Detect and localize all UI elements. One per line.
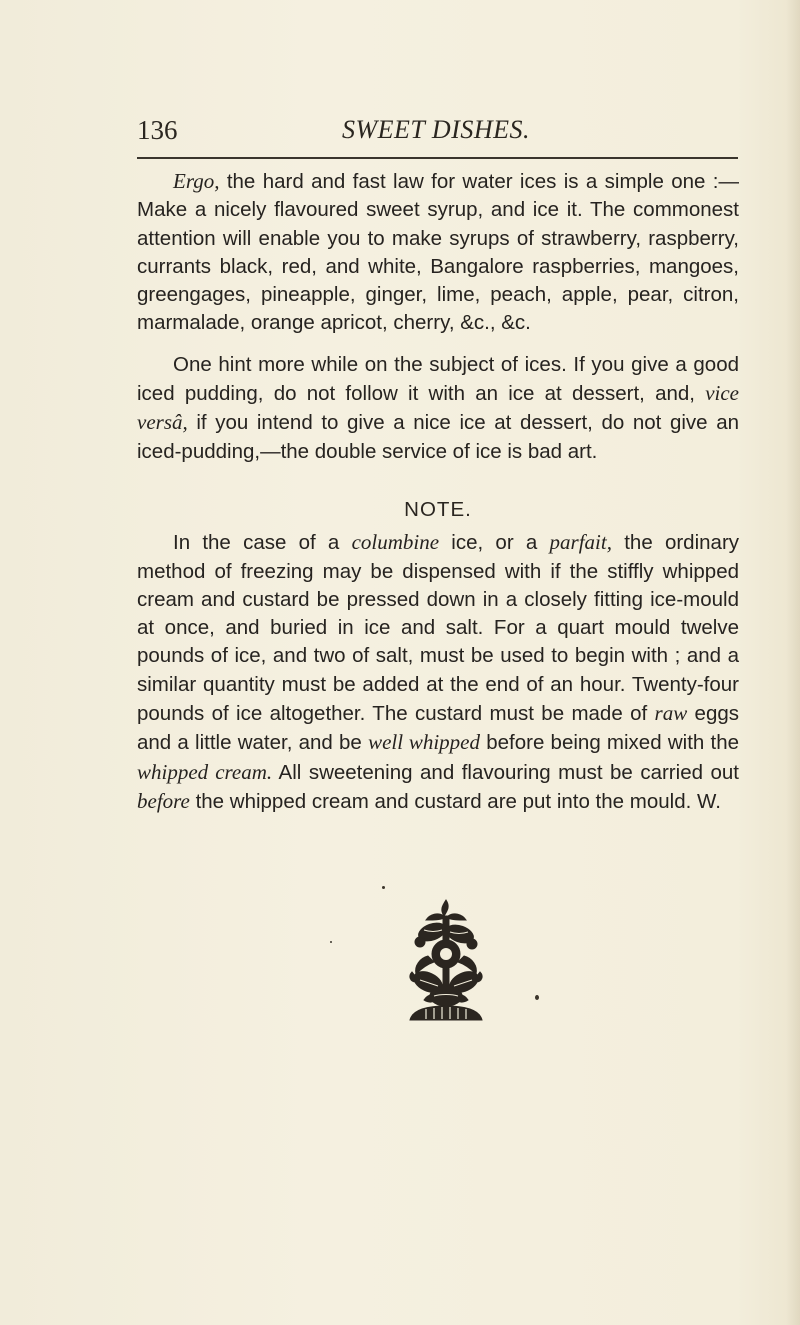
running-head <box>137 115 737 155</box>
paragraph-hint <box>137 351 739 466</box>
note-text: before being mixed with the <box>480 731 739 755</box>
italic-parfait: parfait, <box>549 530 612 555</box>
italic-raw: raw <box>654 701 688 726</box>
note-text: ice, or a <box>439 531 550 555</box>
italic-well-whipped: well whipped <box>368 730 480 755</box>
running-title: SWEET DISHES. <box>342 115 531 144</box>
note-text: the ordinary method of freezing may be dispensed with if the stiffly whipped cream and custard be pressed down in a closely fitting ice-mould at once, and buried in ice and salt. For a quart mould twelve pounds of ice, and two of salt, must be used to begin with ; and a similar quantity must be added at the end of an hour. Twenty-four pounds of ice altogether. The custard must be made of <box>137 531 740 726</box>
print-speck <box>535 995 539 1000</box>
paragraph-hint-text-b: if you intend to give a nice ice at dessert, do not give an iced-pudding,—the double service of ice is bad art. <box>137 411 739 463</box>
print-speck <box>382 886 385 889</box>
note-text: eggs and a little water, and be <box>137 702 739 755</box>
italic-whipped-cream: whipped cream. <box>137 759 273 784</box>
paragraph-water-ices <box>137 167 739 338</box>
note-heading: NOTE. <box>404 497 472 521</box>
note-text: In the case of a <box>173 531 352 555</box>
body-text <box>137 167 739 816</box>
paragraph-note <box>137 528 739 816</box>
page-edge-shadow <box>786 0 800 1325</box>
paragraph-water-ices-text: the hard and fast law for water ices is a simple one :— Make a nicely flavoured sweet syrup, and ice it. The commonest attention will enable you to make syrups of strawberry, raspberry, currants black, red, and white, Bangalore raspberries, mangoes, greengages, pineapple, ginger, lime, peach, apple, pear, citron, marmalade, orange apricot, cherry, &c., &c. <box>137 170 739 335</box>
italic-vice-versa: vice versâ, <box>137 381 739 435</box>
italic-ergo: Ergo, <box>173 169 220 193</box>
italic-before: before <box>137 788 190 813</box>
print-speck <box>330 941 332 943</box>
page-number: 136 <box>137 115 178 145</box>
header-rule <box>137 157 738 159</box>
paragraph-hint-text-a: One hint more while on the subject of ices. If you give a good iced pudding, do not follow it with an ice at dessert, and, <box>137 352 739 406</box>
note-text: All sweetening and flavouring must be carried out <box>272 760 739 784</box>
note-text: the whipped cream and custard are put into the mould. W. <box>189 789 721 813</box>
italic-columbine: columbine <box>351 530 440 555</box>
floral-vignette-icon <box>398 896 494 1028</box>
